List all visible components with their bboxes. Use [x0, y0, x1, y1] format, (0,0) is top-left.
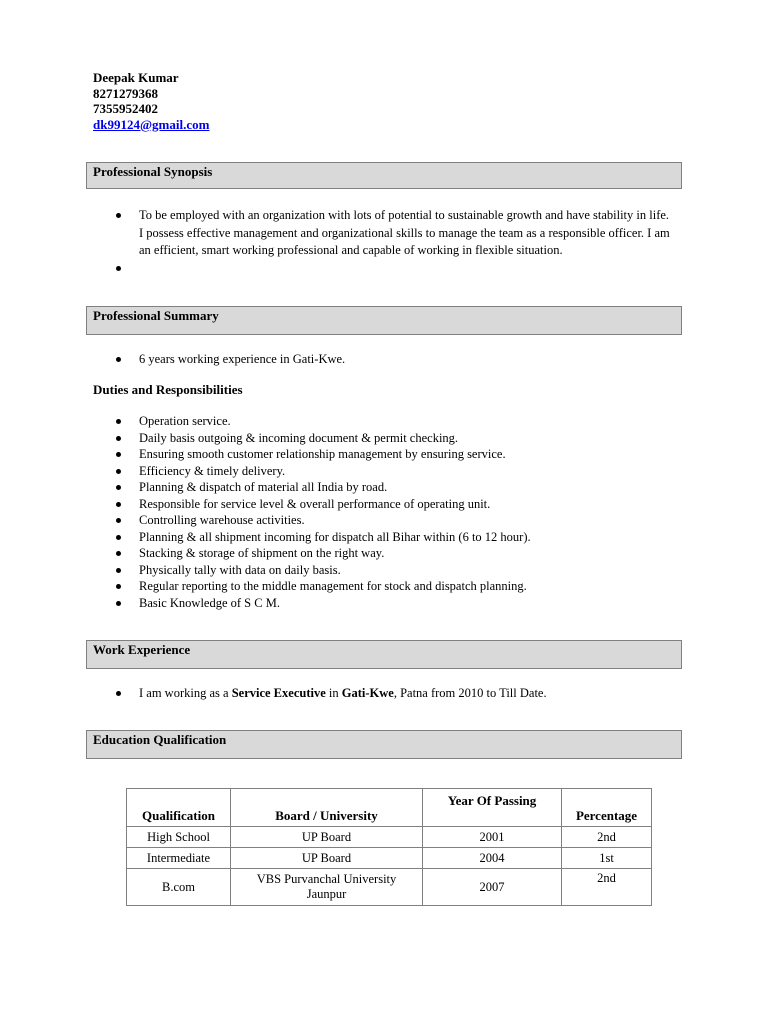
summary-list: [0, 351, 345, 368]
list-item: Basic Knowledge of S C M.: [0, 595, 531, 612]
section-title-education: Education Qualification: [93, 732, 227, 747]
list-item: Planning & dispatch of material all India by road.: [0, 479, 531, 496]
table-row: [127, 848, 652, 869]
work-list: [0, 685, 547, 702]
table-row: [127, 869, 652, 906]
duties-heading: Duties and Responsibilities: [93, 382, 243, 397]
section-title-summary: Professional Summary: [93, 308, 219, 323]
list-item: 6 years working experience in Gati-Kwe.: [0, 351, 345, 368]
table-cell: High School: [127, 827, 231, 848]
table-row: [127, 827, 652, 848]
work-mid: in: [325, 686, 342, 700]
phone-primary: 8271279368: [93, 85, 158, 101]
candidate-name: Deepak Kumar: [93, 70, 179, 85]
list-item: To be employed with an organization with lots of potential to sustainable growth and have stability in life. I possess effective management and organizational skills to manage the team as a responsible officer. I am an efficient, smart working professional and capable of working in flexible situation.: [0, 207, 674, 260]
table-cell: 2nd: [562, 827, 652, 848]
column-header: Board / University: [231, 789, 423, 827]
list-item: Efficiency & timely delivery.: [0, 463, 531, 480]
table-cell: VBS Purvanchal University Jaunpur: [231, 869, 423, 906]
duties-list: [0, 413, 531, 611]
work-prefix: I am working as a: [139, 686, 232, 700]
column-header: Qualification: [127, 789, 231, 827]
table-header-row: [127, 789, 652, 827]
work-suffix: , Patna from 2010 to Till Date.: [393, 686, 547, 700]
table-cell: 2nd: [562, 869, 652, 906]
education-table: [126, 788, 652, 906]
list-item: Controlling warehouse activities.: [0, 512, 531, 529]
list-item-empty: [0, 260, 674, 277]
column-header: Percentage: [562, 789, 652, 827]
table-cell: UP Board: [231, 827, 423, 848]
work-experience-item: [0, 685, 547, 702]
table-cell: 2007: [423, 869, 562, 906]
list-item: Ensuring smooth customer relationship management by ensuring service.: [0, 446, 531, 463]
work-role: Service Executive: [231, 686, 326, 700]
table-cell: Intermediate: [127, 848, 231, 869]
column-header: Year Of Passing: [423, 789, 562, 827]
list-item: Daily basis outgoing & incoming document & permit checking.: [0, 430, 531, 447]
section-bar-synopsis: [86, 162, 682, 189]
email-link[interactable]: dk99124@gmail.com: [93, 116, 210, 132]
table-cell: UP Board: [231, 848, 423, 869]
work-company: Gati-Kwe: [341, 686, 394, 700]
section-title-synopsis: Professional Synopsis: [93, 164, 213, 179]
list-item: Stacking & storage of shipment on the right way.: [0, 545, 531, 562]
list-item: Planning & all shipment incoming for dispatch all Bihar within (6 to 12 hour).: [0, 529, 531, 546]
table-cell: 2004: [423, 848, 562, 869]
list-item: Operation service.: [0, 413, 531, 430]
list-item: Physically tally with data on daily basis.: [0, 562, 531, 579]
contact-block: [93, 70, 209, 132]
list-item: Responsible for service level & overall performance of operating unit.: [0, 496, 531, 513]
list-item: Regular reporting to the middle management for stock and dispatch planning.: [0, 578, 531, 595]
synopsis-list: [0, 207, 674, 276]
phone-secondary: 7355952402: [93, 101, 158, 116]
table-cell: 2001: [423, 827, 562, 848]
section-bar-work: [86, 640, 682, 669]
table-cell: 1st: [562, 848, 652, 869]
section-bar-education: [86, 730, 682, 759]
table-cell: B.com: [127, 869, 231, 906]
section-bar-summary: [86, 306, 682, 335]
section-title-work: Work Experience: [93, 642, 191, 657]
